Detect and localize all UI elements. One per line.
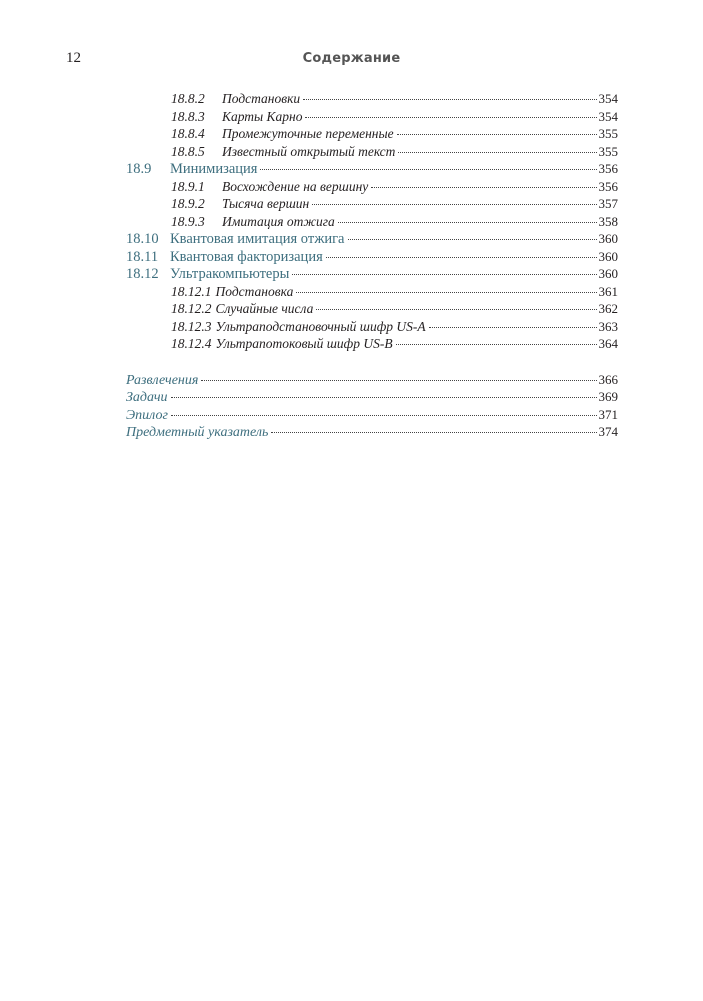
toc-entry-number: 18.12.1 xyxy=(171,283,212,299)
dot-leader xyxy=(316,309,596,310)
toc-entry[interactable] xyxy=(126,283,618,301)
toc-entry-number: 18.8.2 xyxy=(171,91,205,106)
toc-back-matter-entry[interactable] xyxy=(126,423,618,441)
dot-leader xyxy=(201,380,596,381)
toc-entry-number: 18.9.3 xyxy=(171,213,205,229)
toc-entry-page: 374 xyxy=(598,424,618,439)
toc-entry-page: 355 xyxy=(598,126,618,141)
toc-section-entry[interactable] xyxy=(126,230,618,248)
dot-leader xyxy=(429,327,597,328)
toc-entry[interactable] xyxy=(126,143,618,161)
dot-leader xyxy=(371,187,596,188)
running-head: Содержание xyxy=(302,51,401,66)
toc-entry-page: 366 xyxy=(598,371,618,387)
toc-entry-page: 355 xyxy=(598,143,618,159)
toc-entry-title: Минимизация xyxy=(170,161,258,177)
dot-leader xyxy=(171,415,597,416)
toc-entry-page: 363 xyxy=(598,318,618,334)
dot-leader xyxy=(326,257,597,258)
toc-entry-number: 18.8.4 xyxy=(171,126,205,141)
toc-entry-number: 18.12.3 xyxy=(171,318,212,334)
toc-entry-number: 18.10 xyxy=(126,231,159,247)
toc-entry-number: 18.9 xyxy=(126,161,152,177)
toc-entry-number: 18.9.1 xyxy=(171,178,205,194)
toc-entry-page: 354 xyxy=(598,108,618,124)
toc-entry-title: Ультраподстановочный шифр US-A xyxy=(215,318,426,334)
toc-entry[interactable] xyxy=(126,300,618,318)
toc-entry-title: Карты Карно xyxy=(222,108,303,124)
dot-leader xyxy=(312,204,596,205)
toc-entry-title: Тысяча вершин xyxy=(222,196,310,211)
toc-entry-page: 354 xyxy=(598,91,618,106)
toc-entry-page: 360 xyxy=(598,248,618,264)
toc-entry[interactable] xyxy=(126,90,618,108)
toc-entry-title: Ультракомпьютеры xyxy=(170,266,290,282)
dot-leader xyxy=(348,239,597,240)
toc-back-matter-entry[interactable] xyxy=(126,406,618,424)
toc-entry[interactable] xyxy=(126,178,618,196)
toc-entry[interactable] xyxy=(126,195,618,213)
toc-entry-number: 18.8.5 xyxy=(171,143,205,159)
toc-entry-title: Случайные числа xyxy=(215,301,314,316)
dot-leader xyxy=(397,134,597,135)
toc-entry-page: 360 xyxy=(598,231,618,246)
toc-entry-title: Промежуточные переменные xyxy=(222,126,394,141)
toc-entry[interactable] xyxy=(126,213,618,231)
toc-back-matter-entry[interactable] xyxy=(126,371,618,389)
dot-leader xyxy=(305,117,596,118)
dot-leader xyxy=(296,292,596,293)
toc-entry-page: 361 xyxy=(598,283,618,299)
toc-entry-page: 358 xyxy=(598,213,618,229)
toc-entry-number: 18.8.3 xyxy=(171,108,205,124)
toc-entry[interactable] xyxy=(126,318,618,336)
toc-entry-title: Предметный указатель xyxy=(126,425,269,440)
toc-entry[interactable] xyxy=(126,108,618,126)
toc-entry-title: Задачи xyxy=(126,390,168,405)
dot-leader xyxy=(398,152,596,153)
dot-leader xyxy=(303,99,596,100)
toc-entry-page: 356 xyxy=(598,161,618,176)
toc-entry-title: Восхождение на вершину xyxy=(222,178,369,194)
page-header xyxy=(0,50,703,70)
toc-entry-title: Известный открытый текст xyxy=(222,143,396,159)
toc-entry-page: 369 xyxy=(598,389,618,404)
toc-entry-title: Эпилог xyxy=(126,407,168,423)
toc-entry-title: Подстановки xyxy=(222,91,301,106)
toc-entry-title: Квантовая имитация отжига xyxy=(170,231,345,247)
toc-entry-page: 371 xyxy=(598,406,618,422)
section-spacer xyxy=(126,353,618,371)
dot-leader xyxy=(260,169,596,170)
toc-entry-title: Имитация отжига xyxy=(222,213,335,229)
table-of-contents xyxy=(126,90,618,441)
toc-entry-page: 364 xyxy=(598,336,618,351)
toc-entry-title: Подстановка xyxy=(215,283,294,299)
toc-entry-number: 18.12.4 xyxy=(171,336,212,351)
toc-entry-page: 356 xyxy=(598,178,618,194)
toc-entry-number: 18.12 xyxy=(126,266,159,282)
toc-section-entry[interactable] xyxy=(126,265,618,283)
toc-entry-title: Квантовая факторизация xyxy=(170,248,323,265)
toc-entry-title: Развлечения xyxy=(126,372,199,388)
dot-leader xyxy=(396,344,597,345)
dot-leader xyxy=(292,274,596,275)
toc-entry-page: 362 xyxy=(598,301,618,316)
dot-leader xyxy=(271,432,596,433)
toc-entry-title: Ультрапотоковый шифр US-B xyxy=(215,336,393,351)
toc-entry[interactable] xyxy=(126,335,618,353)
toc-section-entry[interactable] xyxy=(126,160,618,178)
toc-entry-page: 357 xyxy=(598,196,618,211)
dot-leader xyxy=(171,397,597,398)
toc-entry-number: 18.11 xyxy=(126,248,159,265)
toc-entry-page: 360 xyxy=(598,266,618,281)
toc-entry-number: 18.9.2 xyxy=(171,196,205,211)
toc-entry-number: 18.12.2 xyxy=(171,301,212,316)
toc-entry[interactable] xyxy=(126,125,618,143)
toc-section-entry[interactable] xyxy=(126,248,618,266)
dot-leader xyxy=(338,222,597,223)
toc-back-matter-entry[interactable] xyxy=(126,388,618,406)
page-number: 12 xyxy=(66,50,81,66)
